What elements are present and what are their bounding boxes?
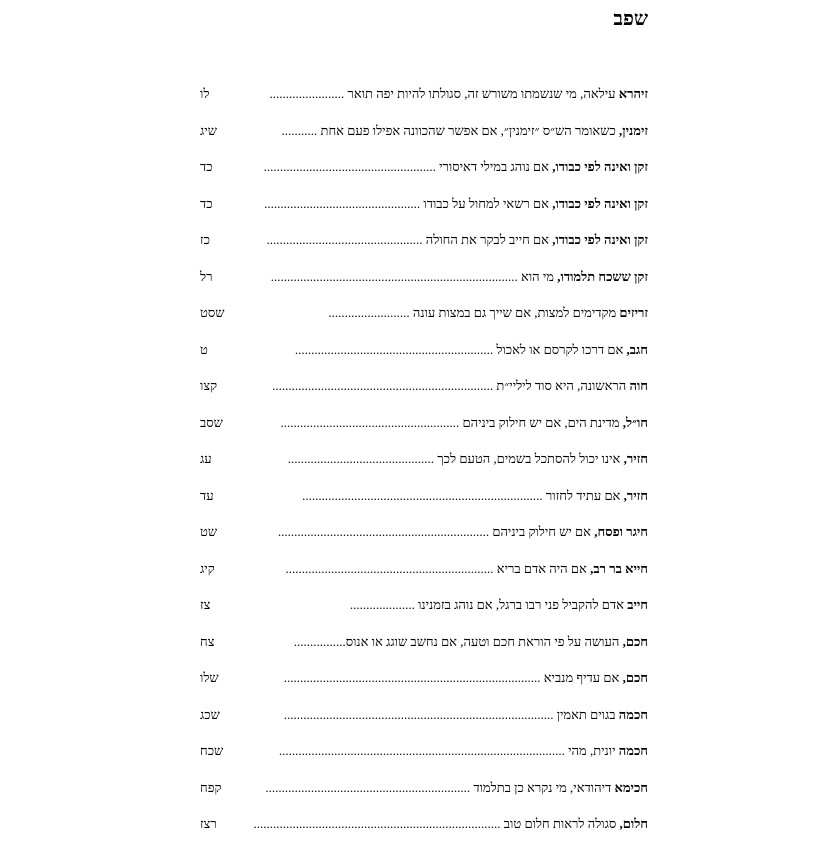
entry-page-ref: רל	[200, 268, 213, 284]
entry-page-ref: שט	[200, 524, 218, 539]
entry-text	[302, 478, 648, 515]
entry-leader-dots: ................	[293, 633, 346, 649]
entry-text	[264, 149, 648, 186]
entry-page-ref: רצז	[200, 816, 217, 831]
entry-text	[279, 733, 648, 770]
entry-description: אם עתיד לחזור	[542, 487, 624, 503]
entry-term: חגב,	[626, 341, 648, 357]
entry-page-ref: שיג	[200, 122, 217, 138]
entry-page-ref: עד	[200, 487, 214, 503]
entry-page-ref: כד	[200, 159, 213, 174]
entry-text	[295, 332, 648, 369]
entry-term: זריזים	[619, 305, 648, 320]
entry-text	[294, 624, 648, 661]
entry-term: חייא בר רב,	[590, 560, 648, 576]
index-entry	[196, 186, 648, 223]
entry-term: חוה	[629, 378, 648, 393]
entry-term: חזיר,	[623, 487, 648, 503]
entry-leader-dots: .............................................	[287, 451, 435, 466]
entry-leader-dots: ................................................................	[285, 560, 494, 576]
entry-page-ref: עג	[200, 451, 212, 466]
entry-text	[288, 441, 648, 478]
entry-term: חכימא	[614, 779, 648, 795]
entry-leader-dots: ...............................................................	[265, 779, 471, 795]
index-entry	[196, 76, 648, 113]
entry-text	[278, 514, 648, 551]
index-entry	[196, 551, 648, 588]
entry-text	[270, 76, 648, 113]
entry-page-ref: שלו	[200, 670, 219, 685]
page-number: שפב	[613, 8, 648, 30]
entry-description: הראשונה, היא סוד ליליי״ת	[493, 378, 630, 393]
index-entry	[196, 624, 648, 661]
index-list	[196, 76, 648, 843]
index-entry	[196, 514, 648, 551]
entry-leader-dots: ...................................................................................	[283, 706, 554, 722]
entry-page-ref: שסב	[200, 414, 223, 430]
entry-leader-dots: .................................................................	[277, 524, 490, 539]
entry-description: סגולה לראות חלום טוב	[500, 816, 620, 831]
index-entry	[196, 770, 648, 807]
entry-description: אם חייב לבקר את החולה	[422, 232, 553, 247]
entry-leader-dots: .......................	[269, 86, 345, 101]
entry-term: זקן ששכח תלמודו,	[557, 268, 648, 284]
entry-page-ref: קצו	[200, 378, 218, 393]
entry-text	[272, 368, 648, 405]
entry-page-ref: צח	[200, 633, 215, 649]
entry-text	[284, 697, 648, 734]
entry-description: מדינת הים, אם יש חילוק ביניהם	[459, 414, 623, 430]
entry-description: אם עדיף מנביא	[540, 670, 623, 685]
entry-text	[282, 113, 648, 150]
index-entry	[196, 332, 648, 369]
entry-text	[328, 295, 648, 332]
index-entry	[196, 478, 648, 515]
entry-leader-dots: ................................................	[264, 195, 421, 211]
index-entry	[196, 295, 648, 332]
entry-term: זימנין,	[619, 122, 648, 138]
index-entry	[196, 587, 648, 624]
entry-description: בגוים תאמין	[553, 706, 619, 722]
entry-page-ref: שכג	[200, 706, 220, 722]
entry-term: זקן ואינה לפי כבודו,	[552, 195, 648, 211]
index-entry	[196, 697, 648, 734]
entry-description: כשאומר הש״ס ״זימנין״, אם אפשר שהכוונה אפילו פעם אחת	[317, 122, 620, 138]
entry-description: עילאה, מי שנשמתו משורש זה, סגולתו להיות יפה תואר	[344, 86, 619, 101]
entry-description: העושה על פי הוראת חכם וטעה, אם נחשב שוגג או אנוס	[345, 633, 623, 649]
entry-text	[265, 770, 648, 807]
entry-description: אם נוהג במילי דאיסורי	[435, 159, 553, 174]
entry-page-ref: שכח	[200, 743, 224, 758]
entry-term: חכם,	[622, 670, 648, 685]
index-entry	[196, 259, 648, 296]
entry-term: זקן ואינה לפי כבודו,	[552, 159, 648, 174]
entry-description: אם רשאי למחול על כבודו	[420, 195, 553, 211]
entry-term: חו״ל,	[622, 414, 648, 430]
entry-text	[350, 587, 648, 624]
entry-page-ref: כז	[200, 232, 210, 247]
entry-page-ref: קפח	[200, 779, 222, 795]
index-entry	[196, 405, 648, 442]
entry-leader-dots: .........................	[328, 305, 410, 320]
entry-description: אדם להקביל פני רבו ברגל, אם נוהג בזמנינו	[414, 597, 628, 612]
index-entry	[196, 368, 648, 405]
entry-leader-dots: ...........	[281, 122, 318, 138]
entry-term: חכמה	[618, 706, 648, 722]
entry-text	[286, 551, 648, 588]
entry-description: מי הוא	[517, 268, 558, 284]
entry-text	[264, 186, 648, 223]
entry-text	[284, 660, 648, 697]
entry-page-ref: ט	[200, 341, 208, 357]
entry-text	[267, 222, 648, 259]
entry-leader-dots: ........................................................................................	[278, 743, 565, 758]
entry-term: זיהרא	[618, 86, 648, 101]
index-entry	[196, 222, 648, 259]
entry-leader-dots: ....................	[349, 597, 415, 612]
entry-text	[281, 405, 648, 442]
entry-leader-dots: ............................................................................	[253, 816, 501, 831]
entry-leader-dots: .....................................................	[263, 159, 436, 174]
entry-description: אינו יכול להסתכל בשמים, הטעם לכך	[434, 451, 624, 466]
entry-description: אם יש חילוק ביניהם	[489, 524, 595, 539]
entry-page-ref: כד	[200, 195, 213, 211]
entry-leader-dots: ............................................................................	[270, 268, 518, 284]
entry-description: דיהודאי, מי נקרא כן בתלמוד	[470, 779, 615, 795]
entry-leader-dots: ...............................................................................	[283, 670, 541, 685]
entry-term: חלום,	[619, 816, 648, 831]
entry-description: אם דרכו לקרסם או לאכול	[493, 341, 627, 357]
entry-text	[254, 806, 648, 843]
index-entry	[196, 113, 648, 150]
entry-text	[271, 259, 648, 296]
index-entry	[196, 660, 648, 697]
index-entry	[196, 733, 648, 770]
entry-leader-dots: ................................................	[266, 232, 423, 247]
entry-term: חכמה	[618, 743, 648, 758]
entry-page-ref: שסט	[200, 305, 225, 320]
entry-leader-dots: .......................................................	[280, 414, 460, 430]
entry-term: חכם,	[622, 633, 648, 649]
entry-description: מקדימים למצות, אם שייך גם במצות עונה	[409, 305, 620, 320]
entry-description: יונית, מהי	[564, 743, 619, 758]
entry-term: חייב	[627, 597, 648, 612]
index-entry	[196, 441, 648, 478]
entry-term: זקן ואינה לפי כבודו,	[552, 232, 648, 247]
index-entry	[196, 806, 648, 843]
entry-page-ref: צז	[200, 597, 211, 612]
entry-page-ref: קיג	[200, 560, 215, 576]
entry-leader-dots: ....................................................................	[272, 378, 494, 393]
entry-term: חזיר,	[623, 451, 648, 466]
entry-page-ref: לו	[200, 86, 210, 101]
entry-leader-dots: ..........................................................................	[302, 487, 543, 503]
index-entry	[196, 149, 648, 186]
entry-leader-dots: .............................................................	[294, 341, 494, 357]
entry-description: אם היה אדם בריא	[493, 560, 591, 576]
entry-term: חיגר ופסח,	[594, 524, 648, 539]
